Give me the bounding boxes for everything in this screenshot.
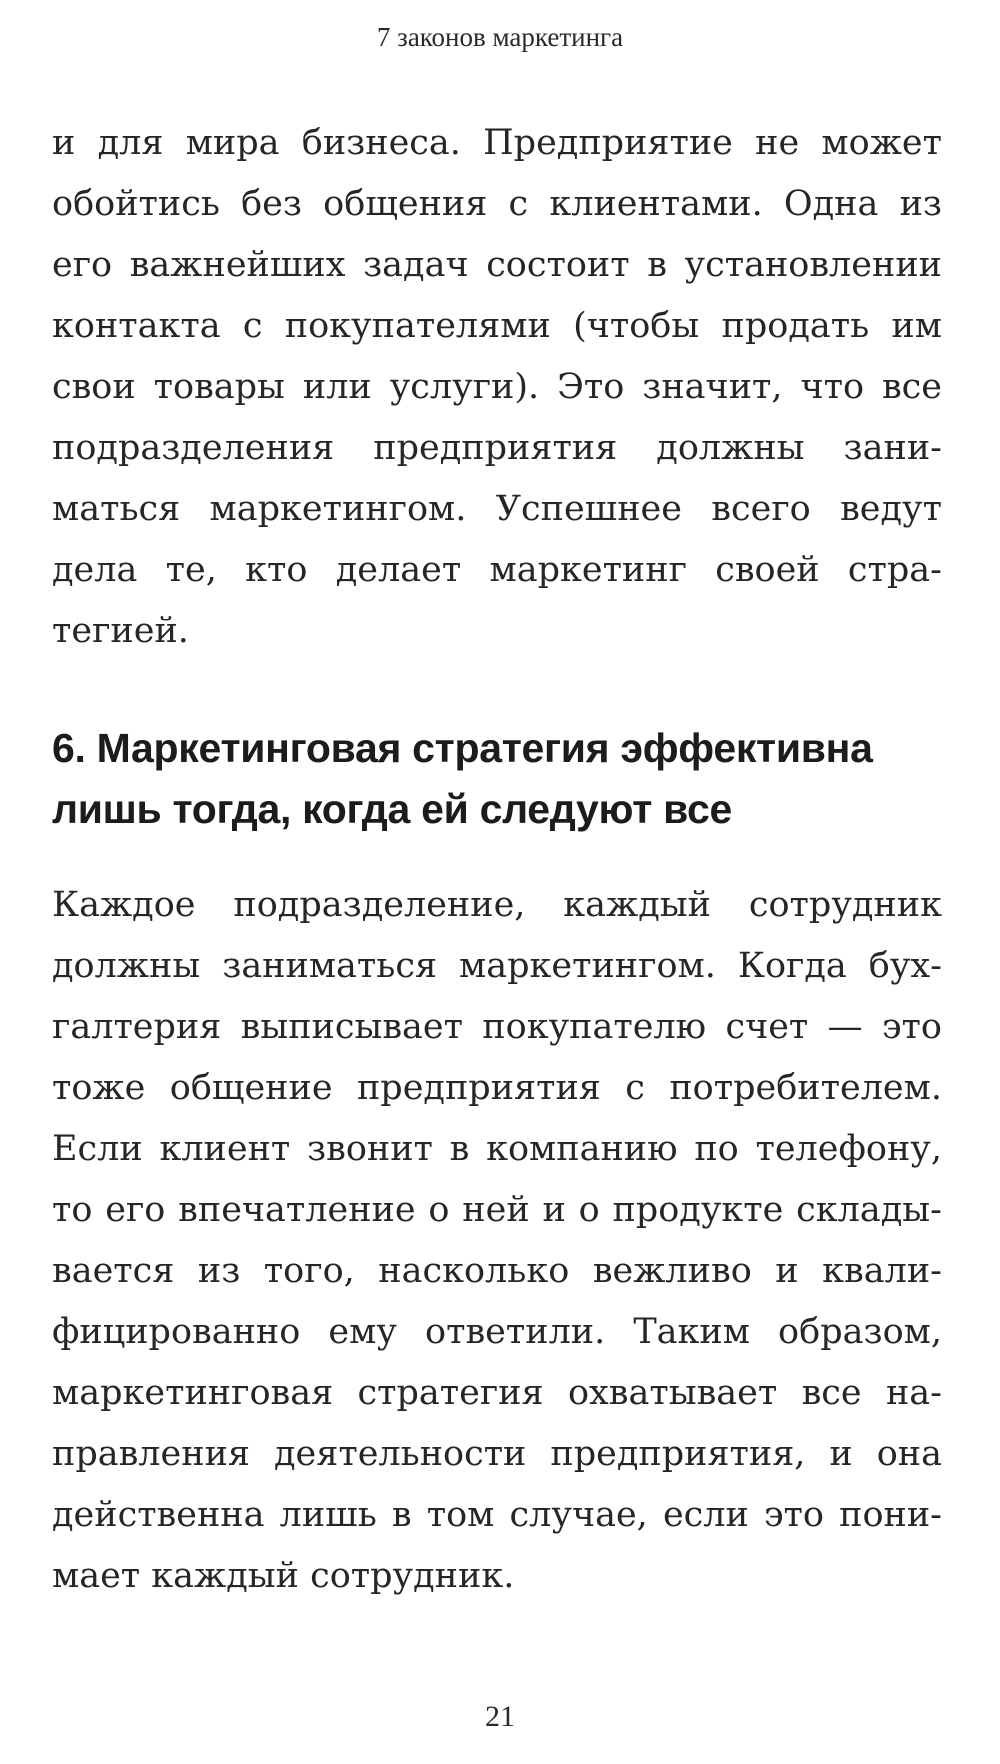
text-line: Каждое подразделение, каждый сотрудник — [52, 885, 942, 925]
text-line: маться маркетингом. Успешнее всего ведут — [52, 489, 942, 529]
text-line: мает каждый сотрудник. — [52, 1556, 515, 1596]
text-line: вается из того, насколько вежливо и квали- — [52, 1251, 942, 1291]
text-line: дела те, кто делает маркетинг своей стра- — [52, 550, 942, 590]
text-line: фицированно ему ответили. Таким образом, — [52, 1312, 942, 1352]
text-line: подразделения предприятия должны зани- — [52, 428, 942, 468]
section-heading — [52, 718, 942, 840]
text-line: галтерия выписывает покупателю счет — это — [52, 1007, 942, 1047]
text-line: его важнейших задач состоит в установлении — [52, 245, 942, 285]
heading-line: 6. Маркетинговая стратегия эффективна — [52, 725, 873, 771]
text-line: должны заниматься маркетингом. Когда бух- — [52, 946, 942, 986]
text-line: контакта с покупателями (чтобы продать им — [52, 306, 942, 346]
text-line: маркетинговая стратегия охватывает все на- — [52, 1373, 942, 1413]
page-number: 21 — [485, 1700, 515, 1733]
text-line: и для мира бизнеса. Предприятие не может — [52, 123, 942, 163]
paragraph-2 — [52, 875, 942, 1607]
paragraph-1 — [52, 113, 942, 662]
text-line: действенна лишь в том случае, если это пони- — [52, 1495, 942, 1535]
text-line: тоже общение предприятия с потребителем. — [52, 1068, 942, 1108]
running-head: 7 законов маркетинга — [376, 22, 624, 52]
text-line: тегией. — [52, 611, 189, 651]
text-line: то его впечатление о ней и о продукте склады- — [52, 1190, 942, 1230]
text-line: свои товары или услуги). Это значит, что все — [52, 367, 942, 407]
text-line: обойтись без общения с клиентами. Одна из — [52, 184, 942, 224]
text-line: Если клиент звонит в компанию по телефону, — [52, 1129, 942, 1169]
text-line: правления деятельности предприятия, и она — [52, 1434, 942, 1474]
heading-line: лишь тогда, когда ей следуют все — [52, 786, 732, 832]
